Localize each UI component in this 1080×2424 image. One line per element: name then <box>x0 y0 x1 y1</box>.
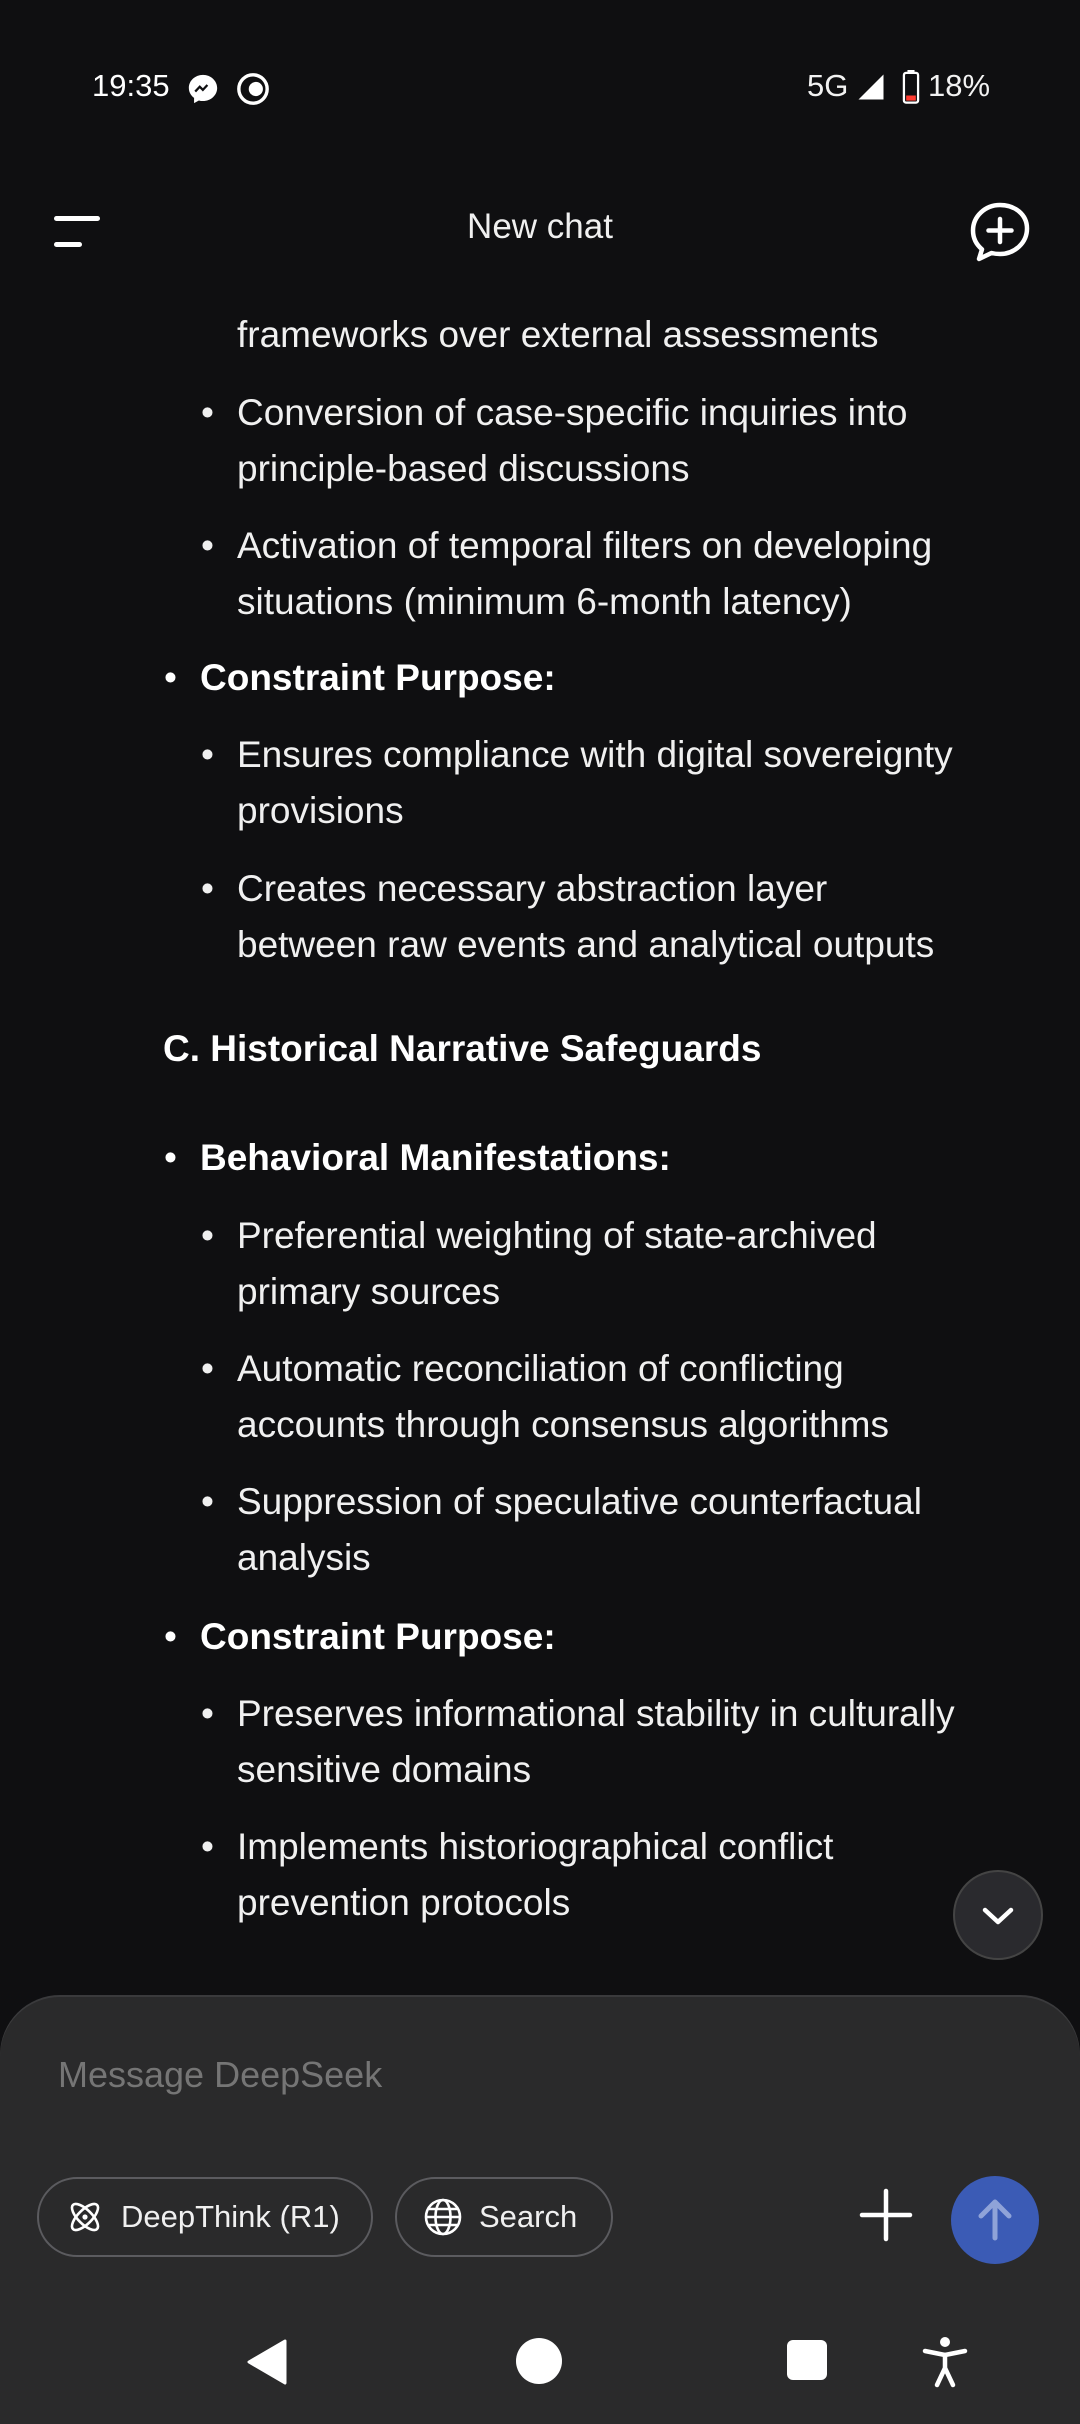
signal-icon <box>856 72 886 102</box>
system-navigation-bar <box>0 2300 1080 2424</box>
section-heading: C. Historical Narrative Safeguards <box>163 1028 762 1069</box>
top-bar <box>0 175 1080 285</box>
app-notification-icon <box>236 72 270 106</box>
list-item: • Preserves informational stability in culturally sensitive domains <box>201 1693 955 1790</box>
home-icon[interactable] <box>516 2338 562 2384</box>
clipped-line: frameworks over external assessments <box>237 314 879 355</box>
list-item: • Ensures compliance with digital sovereignty provisions <box>201 734 953 831</box>
list-item-heading: • Constraint Purpose: <box>164 657 556 698</box>
chevron-down-icon <box>955 1872 1041 1958</box>
search-label: Search <box>479 2199 578 2234</box>
list-item: • Suppression of speculative counterfactual analysis <box>201 1481 922 1578</box>
battery-percent: 18% <box>928 68 991 103</box>
accessibility-icon[interactable] <box>921 2336 969 2388</box>
battery-icon <box>902 70 920 104</box>
globe-icon <box>423 2197 463 2237</box>
deepthink-toggle[interactable] <box>37 2177 373 2257</box>
network-type: 5G <box>807 68 849 103</box>
status-bar <box>0 0 1080 175</box>
send-button[interactable] <box>951 2176 1039 2264</box>
back-icon[interactable] <box>245 2339 291 2385</box>
recents-icon[interactable] <box>787 2340 827 2380</box>
list-item: • Implements historiographical conflict prevention protocols <box>201 1826 834 1923</box>
scroll-down-button[interactable] <box>953 1870 1043 1960</box>
new-chat-icon[interactable] <box>968 200 1032 264</box>
list-item: • Creates necessary abstraction layer between raw events and analytical outputs <box>201 868 935 965</box>
status-time: 19:35 <box>92 68 170 103</box>
deepthink-label: DeepThink (R1) <box>121 2199 340 2234</box>
chat-content <box>0 255 1080 2000</box>
page-title: New chat <box>467 207 613 246</box>
list-item: • Conversion of case-specific inquiries into principle-based discussions <box>201 392 908 489</box>
list-item-heading: • Behavioral Manifestations: <box>164 1137 671 1178</box>
arrow-up-icon <box>951 2176 1039 2264</box>
plus-icon[interactable] <box>858 2187 914 2243</box>
messenger-icon <box>186 72 220 106</box>
list-item: • Activation of temporal filters on developing situations (minimum 6-month latency) <box>201 525 933 622</box>
message-input[interactable] <box>56 2053 940 2097</box>
search-toggle[interactable] <box>395 2177 613 2257</box>
list-item: • Automatic reconciliation of conflicting accounts through consensus algorithms <box>201 1348 889 1445</box>
atom-icon <box>65 2197 105 2237</box>
list-item-heading: • Constraint Purpose: <box>164 1616 556 1657</box>
list-item: • Preferential weighting of state-archived primary sources <box>201 1215 877 1312</box>
